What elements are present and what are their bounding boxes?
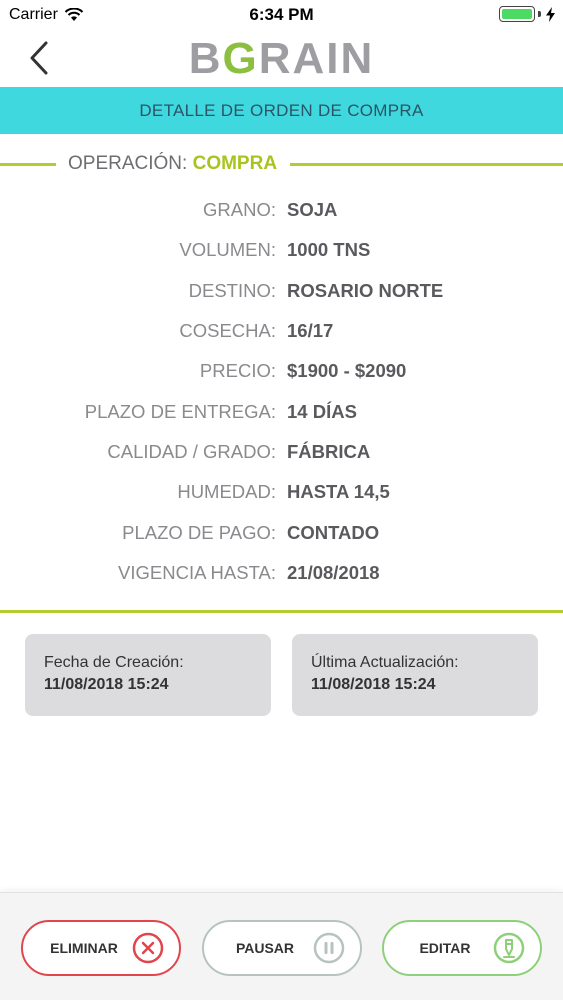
updated-date-value: 11/08/2018 15:24 bbox=[311, 676, 436, 693]
created-date-card bbox=[25, 634, 271, 716]
operation-value: COMPRA bbox=[192, 153, 278, 174]
operation-header bbox=[0, 150, 563, 180]
detail-label: PLAZO DE PAGO: bbox=[122, 521, 276, 543]
operation-type bbox=[68, 153, 277, 175]
detail-row-vigencia bbox=[0, 553, 563, 593]
bgrain-logo: BGRAIN bbox=[188, 34, 375, 83]
updated-date-card bbox=[292, 634, 538, 716]
delete-button[interactable] bbox=[21, 920, 181, 976]
created-date-label: Fecha de Creación: bbox=[44, 654, 184, 671]
detail-label: VOLUMEN: bbox=[179, 239, 276, 261]
detail-row-plazo-pago bbox=[0, 512, 563, 552]
detail-value: 16/17 bbox=[287, 320, 334, 342]
close-circle-icon bbox=[131, 931, 165, 965]
created-date-value: 11/08/2018 15:24 bbox=[44, 676, 169, 693]
detail-label: CALIDAD / GRADO: bbox=[107, 440, 276, 462]
nav-bar bbox=[0, 30, 563, 86]
carrier-label: Carrier bbox=[9, 6, 58, 23]
detail-value: SOJA bbox=[287, 199, 338, 221]
detail-value: ROSARIO NORTE bbox=[287, 279, 444, 301]
edit-button[interactable] bbox=[382, 920, 542, 976]
order-details bbox=[0, 190, 563, 593]
detail-row-calidad bbox=[0, 432, 563, 472]
detail-value: 21/08/2018 bbox=[287, 561, 380, 583]
detail-row-volumen bbox=[0, 230, 563, 270]
status-bar bbox=[0, 0, 563, 30]
detail-row-plazo-entrega bbox=[0, 391, 563, 431]
edit-button-label: EDITAR bbox=[419, 940, 471, 956]
divider-right bbox=[290, 163, 563, 166]
detail-label: COSECHA: bbox=[179, 320, 276, 342]
page-title: DETALLE DE ORDEN DE COMPRA bbox=[139, 100, 424, 120]
pause-button[interactable] bbox=[202, 920, 362, 976]
detail-label: PLAZO DE ENTREGA: bbox=[84, 400, 276, 422]
detail-row-destino bbox=[0, 271, 563, 311]
battery-indicator bbox=[499, 6, 555, 22]
divider-left bbox=[0, 163, 56, 166]
detail-value: CONTADO bbox=[287, 521, 380, 543]
charging-bolt-icon bbox=[546, 7, 555, 22]
detail-value: HASTA 14,5 bbox=[287, 481, 390, 503]
action-bar bbox=[0, 892, 563, 1000]
detail-label: PRECIO: bbox=[199, 360, 276, 382]
detail-value: 14 DÍAS bbox=[287, 400, 357, 422]
edit-pen-icon bbox=[492, 931, 526, 965]
pause-circle-icon bbox=[312, 931, 346, 965]
detail-label: HUMEDAD: bbox=[177, 481, 276, 503]
section-divider bbox=[0, 610, 563, 613]
operation-label: OPERACIÓN: bbox=[68, 153, 188, 174]
detail-value: FÁBRICA bbox=[287, 440, 371, 462]
detail-value: 1000 TNS bbox=[287, 239, 371, 261]
page-title-bar bbox=[0, 87, 563, 134]
delete-button-label: ELIMINAR bbox=[50, 940, 118, 956]
detail-row-precio bbox=[0, 351, 563, 391]
updated-date-label: Última Actualización: bbox=[311, 654, 459, 671]
detail-row-cosecha bbox=[0, 311, 563, 351]
detail-row-grano bbox=[0, 190, 563, 230]
detail-label: GRANO: bbox=[203, 199, 276, 221]
detail-label: VIGENCIA HASTA: bbox=[118, 561, 276, 583]
detail-row-humedad bbox=[0, 472, 563, 512]
battery-icon bbox=[499, 6, 535, 22]
pause-button-label: PAUSAR bbox=[235, 940, 295, 956]
detail-value: $1900 - $2090 bbox=[287, 360, 407, 382]
detail-label: DESTINO: bbox=[188, 279, 276, 301]
clock: 6:34 PM bbox=[249, 5, 314, 24]
